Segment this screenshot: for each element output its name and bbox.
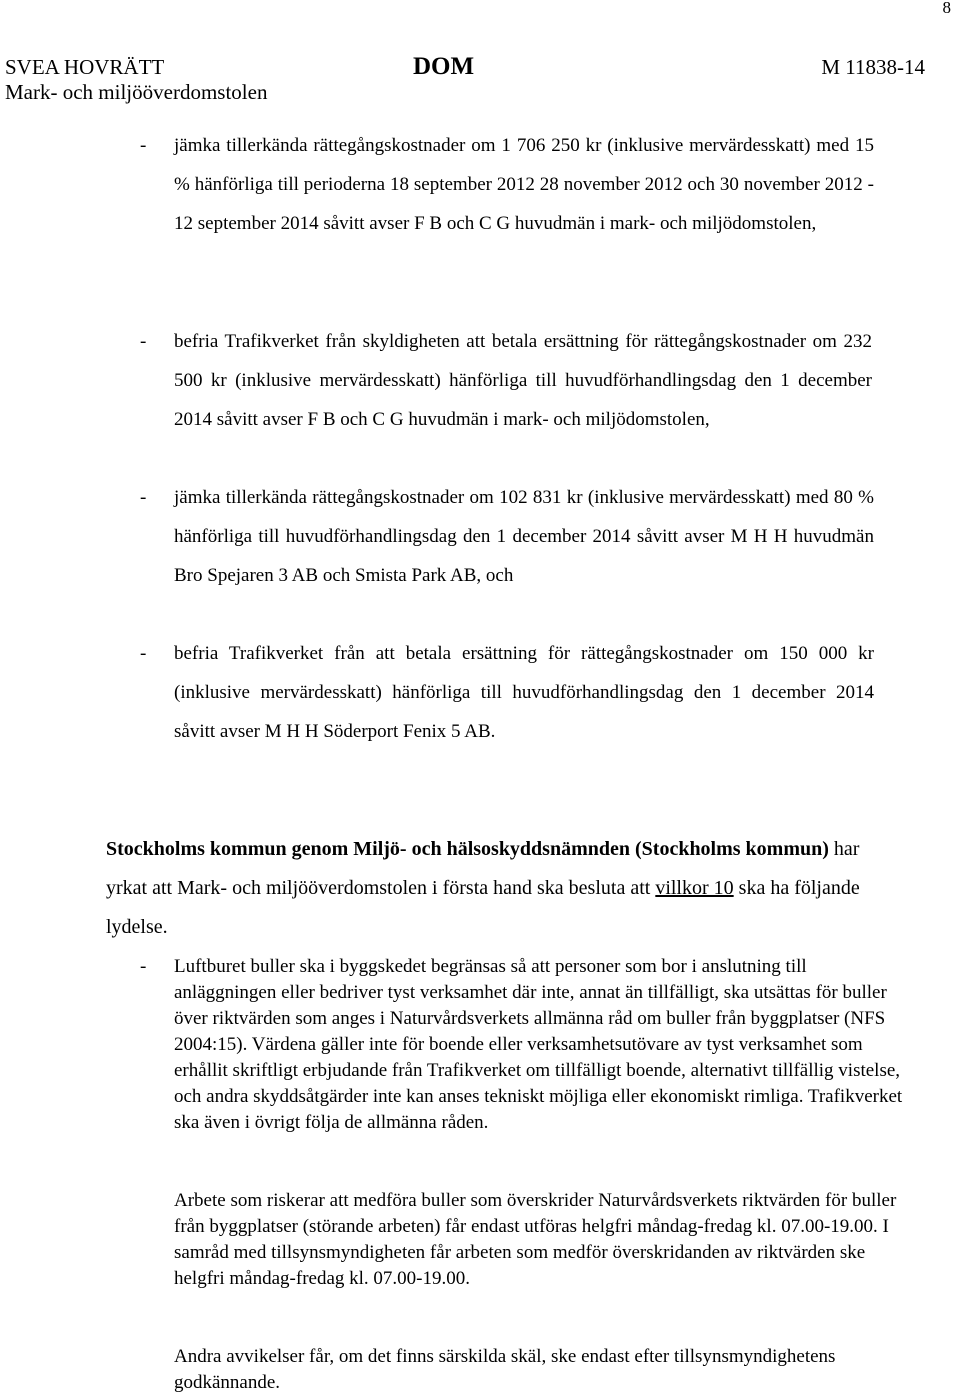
list-item-text: befria Trafikverket från skyldigheten att betala ersättning för rättegångskostnader om 232 500 kr (inklusive mervärdesskatt) hänförliga till huvudförhandlingsdag den 1 december 2014 såvitt avser F B och C G huvudmän i mark- och miljödomstolen, [174,331,872,430]
list-dash: - [140,331,147,352]
claim-text-end: ska ha följande lydelse. [106,877,860,938]
stockholm-claim-paragraph [106,830,876,947]
case-number: M 11838-14 [821,55,925,79]
list-item [140,126,874,243]
list-dash: - [140,135,147,156]
list-dash: - [140,487,147,508]
court-division: Mark- och miljööverdomstolen [5,80,268,104]
requirement-paragraph: Andra avvikelser får, om det finns särskilda skäl, ske endast efter tillsynsmyndighetens godkännande. [174,1346,836,1393]
list-item [140,478,874,595]
list-dash: - [140,643,147,664]
list-item-text: befria Trafikverket från att betala ersättning för rättegångskostnader om 150 000 kr (inklusive mervärdesskatt) hänförliga till huvudförhandlingsdag den 1 december 2014 såvitt avser M H H Söderport Fenix 5 AB. [174,643,874,742]
list-item-text: jämka tillerkända rättegångskostnader om 1 706 250 kr (inklusive mervärdesskatt) med 15 % hänförliga till perioderna 18 september 2012 28 november 2012 och 30 november 2012 - 12 september 2014 såvitt avser F B och C G huvudmän i mark- och miljödomstolen, [174,135,874,234]
list-item [140,322,872,439]
requirement-paragraph: Arbete som riskerar att medföra buller som överskrider Naturvårdsverkets riktvärden för buller från byggplatser (störande arbeten) får endast utföras helgfri måndag-fredag kl. 07.00-19.00. I samråd med tillsynsmyndigheten får arbeten som medför överskridanden av riktvärden ske helgfri måndag-fredag kl. 07.00-19.00. [174,1190,897,1289]
requirement-paragraph: Luftburet buller ska i byggskedet begränsas så att personer som bor i anslutning till anläggningen eller bedriver tyst verksamhet där inte, annat än tillfälligt, ska utsättas för buller över riktvärden som anges i Naturvårdsverkets allmänna råd om buller från byggplatser (NFS 2004:15). Värdena gäller inte för boende eller verksamhetsutövare av tyst verksamhet som erhållit skriftligt erbjudande från Trafikverket om tillfälligt boende, alternativt tillfällig vistelse, och andra skyddsåtgärder inte kan anses tekniskt möjliga eller ekonomiskt rimliga. Trafikverket ska även i övrigt följa de allmänna råden. [174,956,903,1133]
document-type: DOM [413,53,475,80]
document-header [5,55,925,105]
villkor-reference: villkor 10 [655,877,734,899]
claim-text: har yrkat att Mark- och miljööverdomstolen i första hand ska besluta att [106,838,860,899]
page-number: 8 [942,0,951,17]
list-dash: - [140,956,147,977]
list-item-text: jämka tillerkända rättegångskostnader om 102 831 kr (inklusive mervärdesskatt) med 80 % hänförliga till huvudförhandlingsdag den 1 december 2014 såvitt avser M H H huvudmän Bro Spejaren 3 AB och Smista Park AB, och [174,487,874,586]
party-name: Stockholms kommun genom Miljö- och hälsoskyddsnämnden (Stockholms kommun) [106,838,829,860]
list-item [140,634,874,751]
requirement-block [140,954,904,1136]
court-name: SVEA HOVRÄTT [5,55,165,79]
